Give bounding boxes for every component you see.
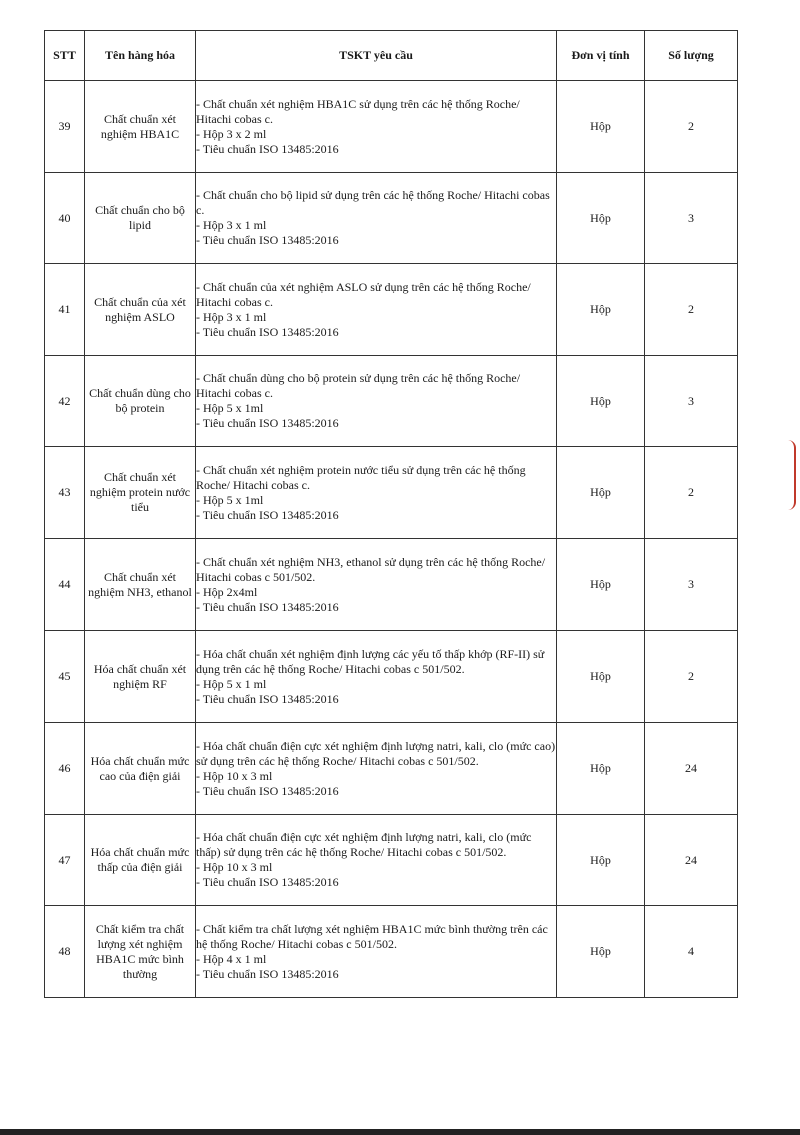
cell-unit: Hộp: [557, 815, 645, 906]
cell-item-name: Chất chuẩn xét nghiệm HBA1C: [85, 81, 196, 173]
header-row: [45, 31, 738, 81]
header-spec: TSKT yêu cầu: [196, 31, 557, 81]
spec-line: - Hộp 3 x 1 ml: [196, 309, 267, 324]
spec-line: - Chất chuẩn của xét nghiệm ASLO sử dụng trên các hệ thống Roche/ Hitachi cobas c.: [196, 279, 531, 309]
cell-stt: 42: [45, 356, 85, 447]
table-row: [45, 539, 738, 631]
spec-line: - Chất chuẩn xét nghiệm protein nước tiểu sử dụng trên các hệ thống Roche/ Hitachi cobas c.: [196, 462, 526, 492]
cell-spec: [196, 631, 557, 723]
spec-line: - Tiêu chuẩn ISO 13485:2016: [196, 507, 339, 522]
spec-line: - Hóa chất chuẩn xét nghiệm định lượng các yếu tố thấp khớp (RF-II) sử dụng trên các hệ thống Roche/ Hitachi cobas c 501/502.: [196, 646, 545, 676]
cell-stt: 44: [45, 539, 85, 631]
cell-unit: Hộp: [557, 356, 645, 447]
header-name: Tên hàng hóa: [85, 31, 196, 81]
cell-unit: Hộp: [557, 264, 645, 356]
cell-quantity: 24: [645, 815, 738, 906]
spec-line: - Hóa chất chuẩn điện cực xét nghiệm định lượng natri, kali, clo (mức cao) sử dụng trên các hệ thống Roche/ Hitachi cobas c 501/502.: [196, 738, 556, 768]
cell-spec: [196, 81, 557, 173]
table-header: [45, 31, 738, 81]
cell-stt: 43: [45, 447, 85, 539]
cell-quantity: 2: [645, 631, 738, 723]
cell-spec: [196, 723, 557, 815]
spec-line: - Tiêu chuẩn ISO 13485:2016: [196, 966, 339, 981]
spec-line: - Hộp 5 x 1 ml: [196, 676, 267, 691]
cell-item-name: Chất chuẩn dùng cho bộ protein: [85, 356, 196, 447]
table-body: [45, 81, 738, 998]
spec-line: - Tiêu chuẩn ISO 13485:2016: [196, 141, 339, 156]
cell-item-name: Chất chuẩn xét nghiệm protein nước tiểu: [85, 447, 196, 539]
cell-item-name: Hóa chất chuẩn mức thấp của điện giải: [85, 815, 196, 906]
spec-line: - Hóa chất chuẩn điện cực xét nghiệm định lượng natri, kali, clo (mức thấp) sử dụng trên các hệ thống Roche/ Hitachi cobas c 501/502.: [196, 830, 532, 859]
cell-item-name: Hóa chất chuẩn xét nghiệm RF: [85, 631, 196, 723]
spec-line: - Tiêu chuẩn ISO 13485:2016: [196, 599, 339, 614]
table-row: [45, 81, 738, 173]
cell-spec: [196, 173, 557, 264]
cell-quantity: 2: [645, 264, 738, 356]
spec-line: - Hộp 3 x 2 ml: [196, 126, 267, 141]
cell-stt: 39: [45, 81, 85, 173]
header-qty: Số lượng: [645, 31, 738, 81]
spec-line: - Tiêu chuẩn ISO 13485:2016: [196, 691, 339, 706]
cell-item-name: Chất chuẩn của xét nghiệm ASLO: [85, 264, 196, 356]
header-stt: STT: [45, 31, 85, 81]
spec-line: - Hộp 10 x 3 ml: [196, 768, 273, 783]
table-row: [45, 264, 738, 356]
spec-line: - Hộp 3 x 1 ml: [196, 218, 267, 232]
cell-item-name: Chất chuẩn xét nghiệm NH3, ethanol: [85, 539, 196, 631]
spec-line: - Chất kiểm tra chất lượng xét nghiệm HBA1C mức bình thường trên các hệ thống Roche/ Hitachi cobas c 501/502.: [196, 921, 548, 951]
table-row: [45, 356, 738, 447]
cell-quantity: 2: [645, 81, 738, 173]
cell-unit: Hộp: [557, 539, 645, 631]
cell-stt: 41: [45, 264, 85, 356]
cell-spec: [196, 264, 557, 356]
spec-line: - Tiêu chuẩn ISO 13485:2016: [196, 875, 339, 889]
cell-spec: [196, 447, 557, 539]
spec-line: - Tiêu chuẩn ISO 13485:2016: [196, 324, 339, 339]
cell-stt: 47: [45, 815, 85, 906]
cell-item-name: Hóa chất chuẩn mức cao của điện giải: [85, 723, 196, 815]
spec-line: - Hộp 10 x 3 ml: [196, 860, 273, 874]
cell-unit: Hộp: [557, 173, 645, 264]
spec-line: - Chất chuẩn cho bộ lipid sử dụng trên các hệ thống Roche/ Hitachi cobas c.: [196, 188, 550, 217]
cell-stt: 48: [45, 906, 85, 998]
cell-spec: [196, 906, 557, 998]
cell-quantity: 4: [645, 906, 738, 998]
table-row: [45, 173, 738, 264]
header-unit: Đơn vị tính: [557, 31, 645, 81]
spec-line: - Hộp 5 x 1ml: [196, 492, 264, 507]
cell-quantity: 3: [645, 356, 738, 447]
spec-line: - Hộp 5 x 1ml: [196, 401, 264, 415]
cell-quantity: 2: [645, 447, 738, 539]
spec-line: - Hộp 4 x 1 ml: [196, 951, 267, 966]
table-row: [45, 815, 738, 906]
scan-bottom-edge: [0, 1129, 800, 1135]
cell-unit: Hộp: [557, 447, 645, 539]
cell-stt: 45: [45, 631, 85, 723]
cell-unit: Hộp: [557, 906, 645, 998]
table-row: [45, 447, 738, 539]
table-row: [45, 723, 738, 815]
spec-line: - Tiêu chuẩn ISO 13485:2016: [196, 416, 339, 430]
cell-spec: [196, 815, 557, 906]
table-row: [45, 906, 738, 998]
cell-stt: 46: [45, 723, 85, 815]
cell-quantity: 3: [645, 173, 738, 264]
cell-quantity: 24: [645, 723, 738, 815]
spec-line: - Chất chuẩn dùng cho bộ protein sử dụng trên các hệ thống Roche/ Hitachi cobas c.: [196, 371, 521, 400]
cell-spec: [196, 356, 557, 447]
cell-unit: Hộp: [557, 723, 645, 815]
spec-line: - Tiêu chuẩn ISO 13485:2016: [196, 233, 339, 247]
spec-line: - Tiêu chuẩn ISO 13485:2016: [196, 783, 339, 798]
cell-unit: Hộp: [557, 631, 645, 723]
table-row: [45, 631, 738, 723]
specification-table: [44, 30, 738, 998]
cell-stt: 40: [45, 173, 85, 264]
cell-item-name: Chất kiểm tra chất lượng xét nghiệm HBA1C mức bình thường: [85, 906, 196, 998]
cell-quantity: 3: [645, 539, 738, 631]
spec-line: - Chất chuẩn xét nghiệm HBA1C sử dụng trên các hệ thống Roche/ Hitachi cobas c.: [196, 96, 520, 126]
spec-line: - Hộp 2x4ml: [196, 584, 258, 599]
cell-item-name: Chất chuẩn cho bộ lipid: [85, 173, 196, 264]
cell-spec: [196, 539, 557, 631]
cell-unit: Hộp: [557, 81, 645, 173]
scan-margin-mark: [788, 440, 796, 510]
spec-line: - Chất chuẩn xét nghiệm NH3, ethanol sử dụng trên các hệ thống Roche/ Hitachi cobas c 501/502.: [196, 554, 546, 584]
